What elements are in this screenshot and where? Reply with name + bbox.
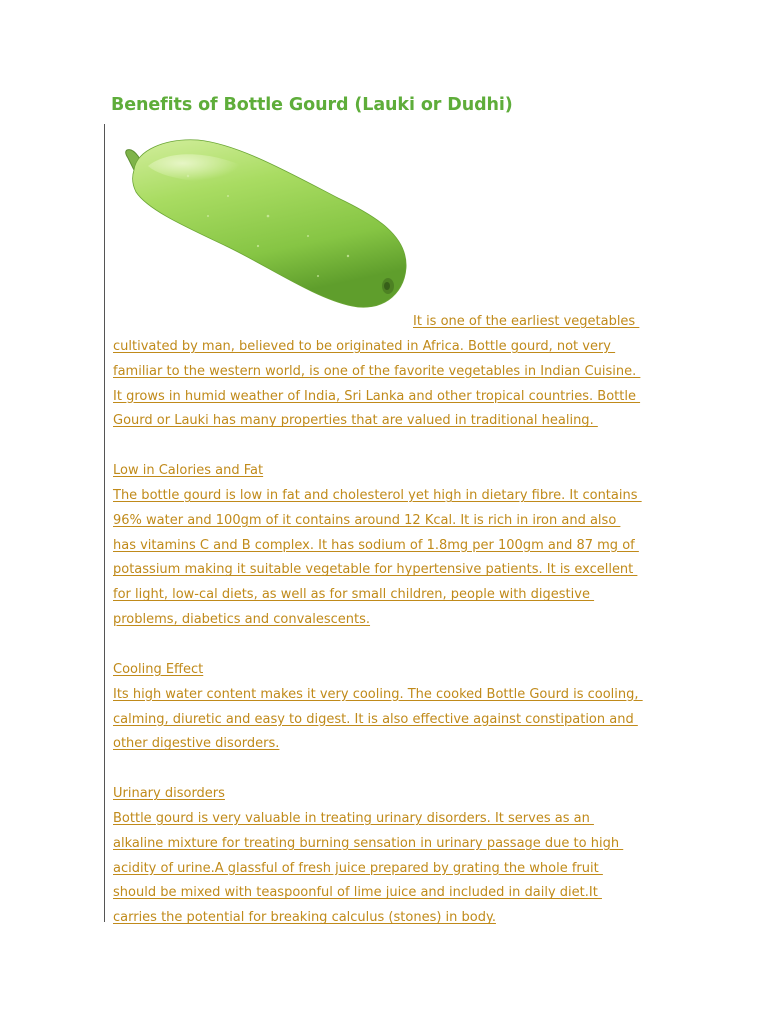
section-line[interactable]: calming, diuretic and easy to digest. It is also effective against constipation and [113,711,638,727]
paragraph-spacer [113,757,673,782]
section-line[interactable]: acidity of urine.A glassful of fresh juice prepared by grating the whole fruit [113,860,603,876]
intro-line[interactable]: cultivated by man, believed to be originated in Africa. Bottle gourd, not very [113,338,616,354]
section-line[interactable]: Bottle gourd is very valuable in treating urinary disorders. It serves as an [113,810,594,826]
page-title: Benefits of Bottle Gourd (Lauki or Dudhi) [111,95,513,115]
article-body [113,310,673,931]
section-line[interactable]: should be mixed with teaspoonful of lime juice and included in daily diet.It [113,885,602,901]
section-line[interactable]: The bottle gourd is low in fat and cholesterol yet high in dietary fibre. It contains [113,487,642,503]
left-border-rule [104,124,105,922]
section-line[interactable]: has vitamins C and B complex. It has sodium of 1.8mg per 100gm and 87 mg of [113,537,639,553]
intro-line[interactable]: familiar to the western world, is one of the favorite vegetables in Indian Cuisine. [113,363,641,379]
bottle-gourd-image [118,136,410,314]
paragraph-spacer [113,434,673,459]
intro-line[interactable]: It grows in humid weather of India, Sri Lanka and other tropical countries. Bottle [113,388,641,404]
intro-line[interactable]: It is one of the earliest vegetables [413,314,640,329]
section-line[interactable]: other digestive disorders. [113,736,280,752]
section-line[interactable]: Its high water content makes it very cooling. The cooked Bottle Gourd is cooling, [113,686,643,702]
section-line[interactable]: potassium making it suitable vegetable for hypertensive patients. It is excellent [113,562,638,578]
section-heading-cooling[interactable]: Cooling Effect [113,661,204,677]
section-line[interactable]: carries the potential for breaking calculus (stones) in body. [113,910,496,926]
section-line[interactable]: for light, low-cal diets, as well as for small children, people with digestive [113,587,595,603]
section-line[interactable]: alkaline mixture for treating burning sensation in urinary passage due to high [113,835,624,851]
section-heading-urinary[interactable]: Urinary disorders [113,786,225,802]
section-heading-calories[interactable]: Low in Calories and Fat [113,463,264,479]
section-line[interactable]: problems, diabetics and convalescents. [113,612,371,628]
section-line[interactable]: 96% water and 100gm of it contains around 12 Kcal. It is rich in iron and also [113,512,621,528]
intro-line[interactable]: Gourd or Lauki has many properties that are valued in traditional healing. [113,413,598,429]
paragraph-spacer [113,633,673,658]
